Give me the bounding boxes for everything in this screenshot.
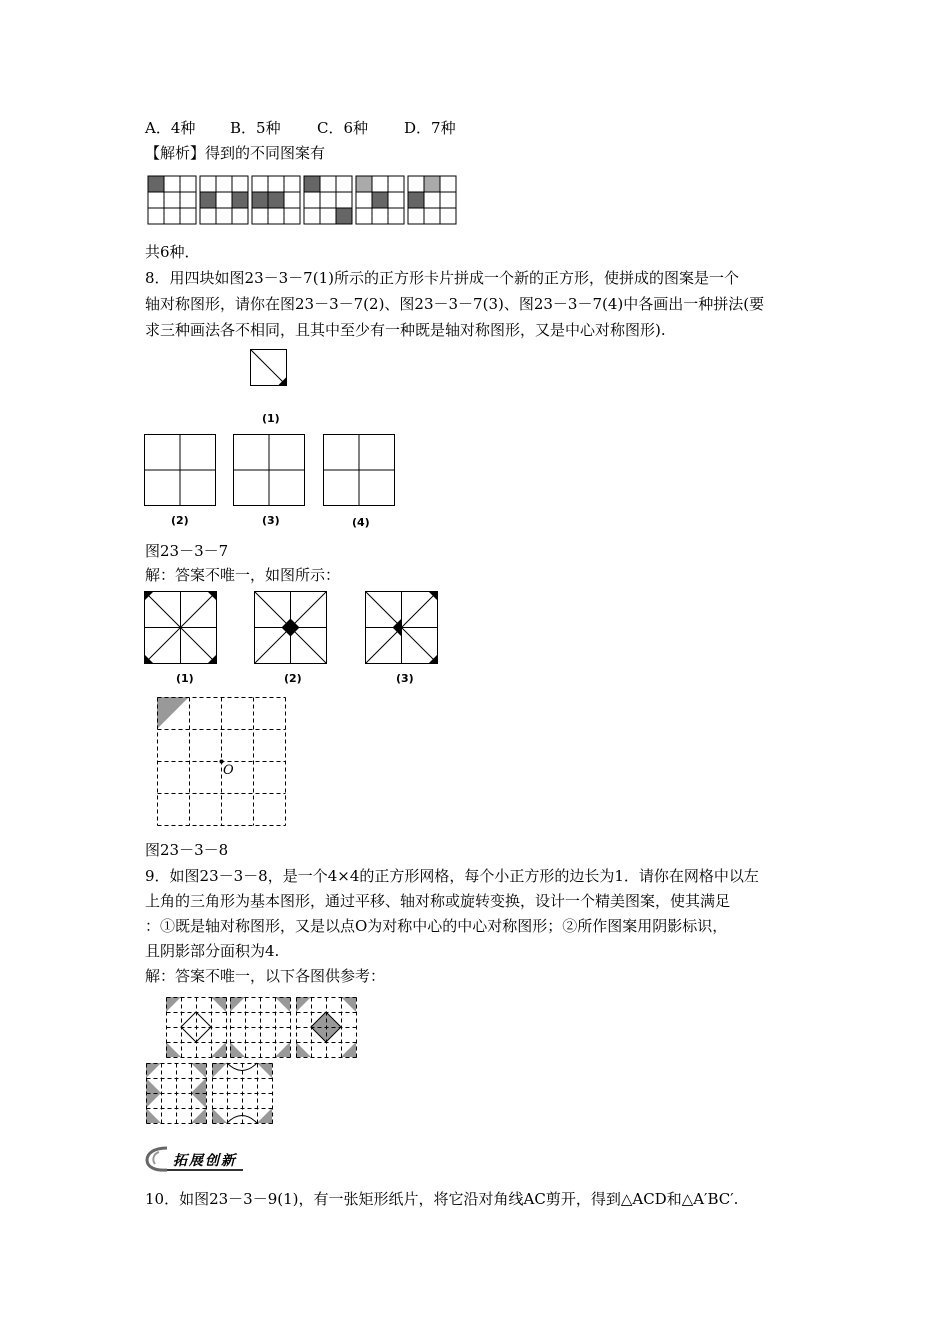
q9-line1: 9．如图23－3－8，是一个4×4的正方形网格，每个小正方形的边长为1．请你在网格中以左 bbox=[145, 867, 759, 885]
answer-caption-1: (1) bbox=[176, 672, 194, 685]
q9-solution: 解：答案不唯一，以下各图供参考： bbox=[145, 967, 386, 985]
pattern-grids bbox=[148, 176, 458, 224]
fig-label-23-3-8: 图23－3－8 bbox=[145, 841, 229, 859]
option-b: B．5种 bbox=[230, 119, 281, 137]
answer-grids bbox=[144, 591, 441, 665]
q8-line1: 8．用四块如图23－3－7(1)所示的正方形卡片拼成一个新的正方形，使拼成的图案是一个 bbox=[145, 269, 739, 287]
section-logo bbox=[145, 1144, 245, 1174]
center-label: O bbox=[223, 763, 234, 778]
caption-2: (2) bbox=[171, 514, 189, 527]
q9-line3: ：①既是轴对称图形，又是以点O为对称中心的中心对称图形；②所作图案用阴影标识， bbox=[145, 917, 728, 935]
analysis-text: 【解析】得到的不同图案有 bbox=[145, 144, 326, 162]
caption-4: (4) bbox=[352, 516, 370, 529]
fig-label-23-3-7: 图23－3－7 bbox=[145, 542, 229, 560]
q8-line3: 求三种画法各不相同，且其中至少有一种既是轴对称图形，又是中心对称图形). bbox=[145, 321, 666, 339]
conclusion-text: 共6种． bbox=[145, 243, 200, 261]
caption-3: (3) bbox=[262, 514, 280, 527]
caption-1: (1) bbox=[262, 412, 280, 425]
q9-line4: 且阴影部分面积为4. bbox=[145, 942, 280, 960]
answer-caption-3: (3) bbox=[396, 672, 414, 685]
option-a: A．4种 bbox=[145, 119, 196, 137]
option-d: D．7种 bbox=[404, 119, 456, 137]
q8-line2: 轴对称图形，请你在图23－3－7(2)、图23－3－7(3)、图23－3－7(4)中各画出一种拼法(要 bbox=[145, 295, 765, 313]
empty-grids bbox=[144, 434, 399, 507]
answer-caption-2: (2) bbox=[284, 672, 302, 685]
section-title: 拓展创新 bbox=[173, 1153, 237, 1169]
card-figure bbox=[250, 349, 288, 387]
q10-line1: 10．如图23－3－9(1)，有一张矩形纸片，将它沿对角线AC剪开，得到△ACD和△A′BC′. bbox=[145, 1190, 739, 1208]
design-patterns bbox=[146, 997, 361, 1127]
q9-line2: 上角的三角形为基本图形，通过平移、轴对称或旋转变换，设计一个精美图案，使其满足 bbox=[145, 892, 731, 910]
option-c: C．6种 bbox=[317, 119, 369, 137]
q8-solution: 解：答案不唯一，如图所示： bbox=[145, 566, 341, 584]
